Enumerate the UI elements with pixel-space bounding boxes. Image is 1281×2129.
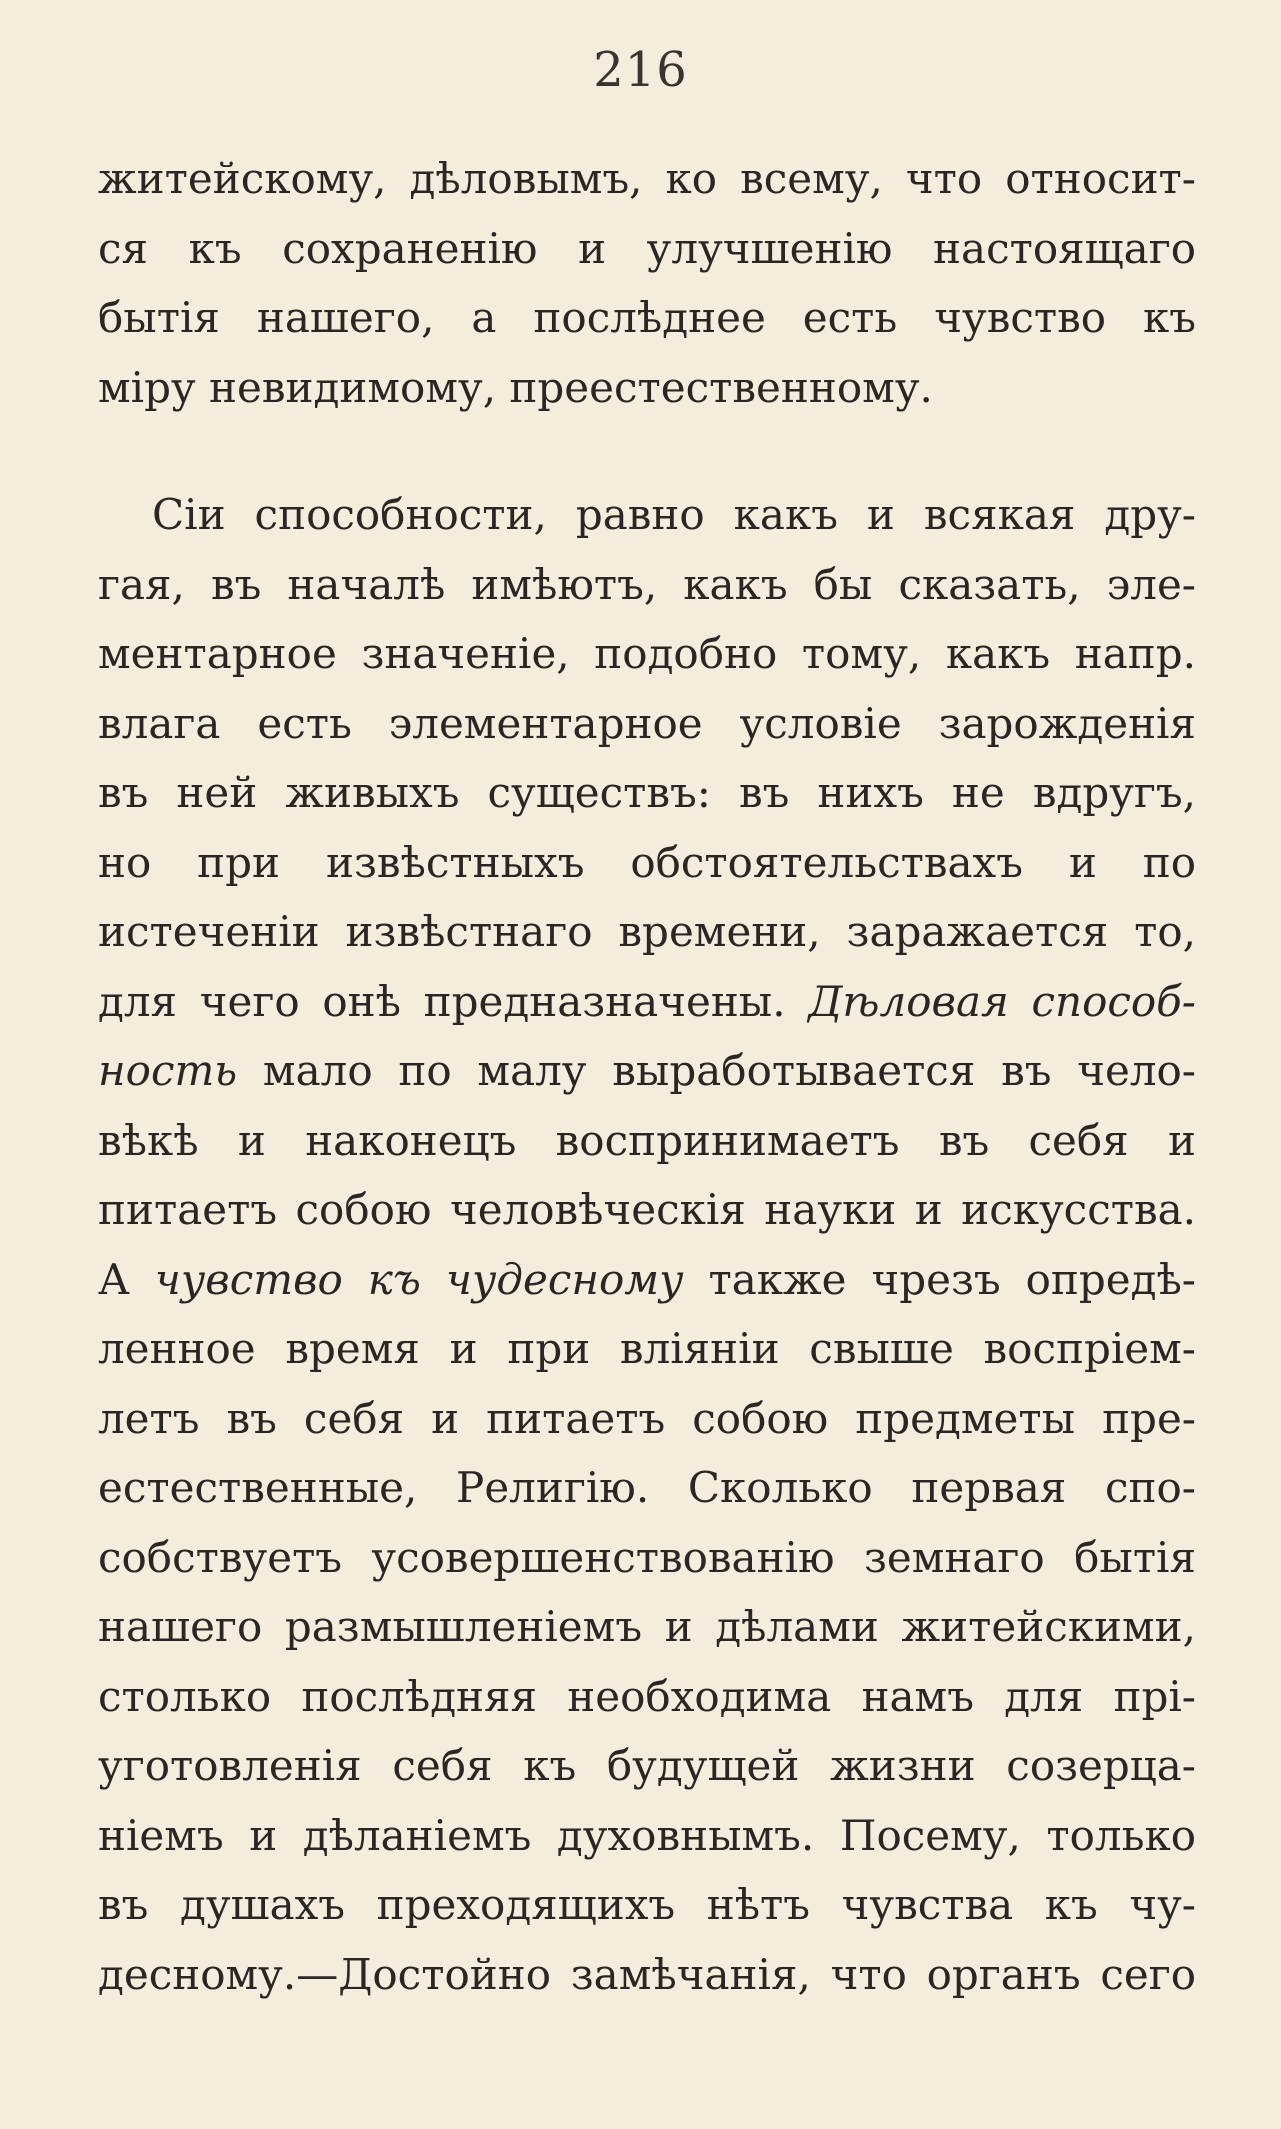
italic-term: Дѣловая способ- [808,976,1196,1026]
text-line: собствуетъ усовершенствованію земнаго бытія [98,1532,1196,1582]
text-line: уготовленія себя къ будущей жизни созерца- [98,1741,1196,1790]
text-line: нашего размышленіемъ и дѣлами житейскими, [98,1602,1196,1651]
text-line: житейскому, дѣловымъ, ко всему, что относит- [98,154,1196,203]
text-line: ментарное значеніе, подобно тому, какъ напр. [98,629,1196,678]
text-line: истеченіи извѣстнаго времени, заражается то, [98,907,1196,956]
paragraph-continuation [98,144,1196,422]
text-line: ніемъ и дѣланіемъ духовнымъ. Посему, только [98,1810,1196,1860]
text-line: столько послѣдняя необходима намъ для прі- [98,1671,1196,1721]
text-line: вѣкѣ и наконецъ воспринимаетъ въ себя и [98,1115,1196,1165]
text-segment: также чрезъ опредѣ- [683,1254,1196,1304]
text-line: естественные, Религію. Сколько первая спо- [98,1463,1196,1512]
text-line [98,967,1196,1037]
text-line: бытія нашего, а послѣднее есть чувство къ [98,293,1196,342]
text-line: десному.—Достойно замѣчанія, что органъ сего [98,1949,1196,1999]
page-number: 216 [593,42,688,98]
text-line: влага есть элементарное условіе зарожденія [98,698,1196,748]
text-line [98,1245,1196,1315]
text-line [98,1036,1196,1106]
text-line: питаетъ собою человѣческія науки и искусства. [98,1185,1196,1234]
text-line: Сіи способности, равно какъ и всякая дру- [152,490,1196,539]
text-line: летъ въ себя и питаетъ собою предметы пре- [98,1393,1196,1443]
paragraph-body [98,480,1196,2009]
text-segment: мало по малу выработывается въ чело- [237,1046,1196,1095]
text-segment: для чего онѣ предназначены. [98,976,809,1026]
italic-term: чувство къ чудесному [154,1254,684,1304]
text-line: ся къ сохраненію и улучшенію настоящаго [98,223,1196,273]
text-line: міру невидимому, преестественному. [98,362,933,412]
text-line: гая, въ началѣ имѣютъ, какъ бы сказать, эле- [98,559,1196,609]
text-segment: А [98,1254,155,1304]
text-line: ленное время и при вліяніи свыше воспріем- [98,1324,1196,1373]
text-line: но при извѣстныхъ обстоятельствахъ и по [98,837,1196,887]
text-line: въ душахъ преходящихъ нѣтъ чувства къ чу- [98,1880,1196,1929]
text-line: въ ней живыхъ существъ: въ нихъ не вдругъ, [98,768,1196,817]
italic-term: ность [98,1046,238,1095]
